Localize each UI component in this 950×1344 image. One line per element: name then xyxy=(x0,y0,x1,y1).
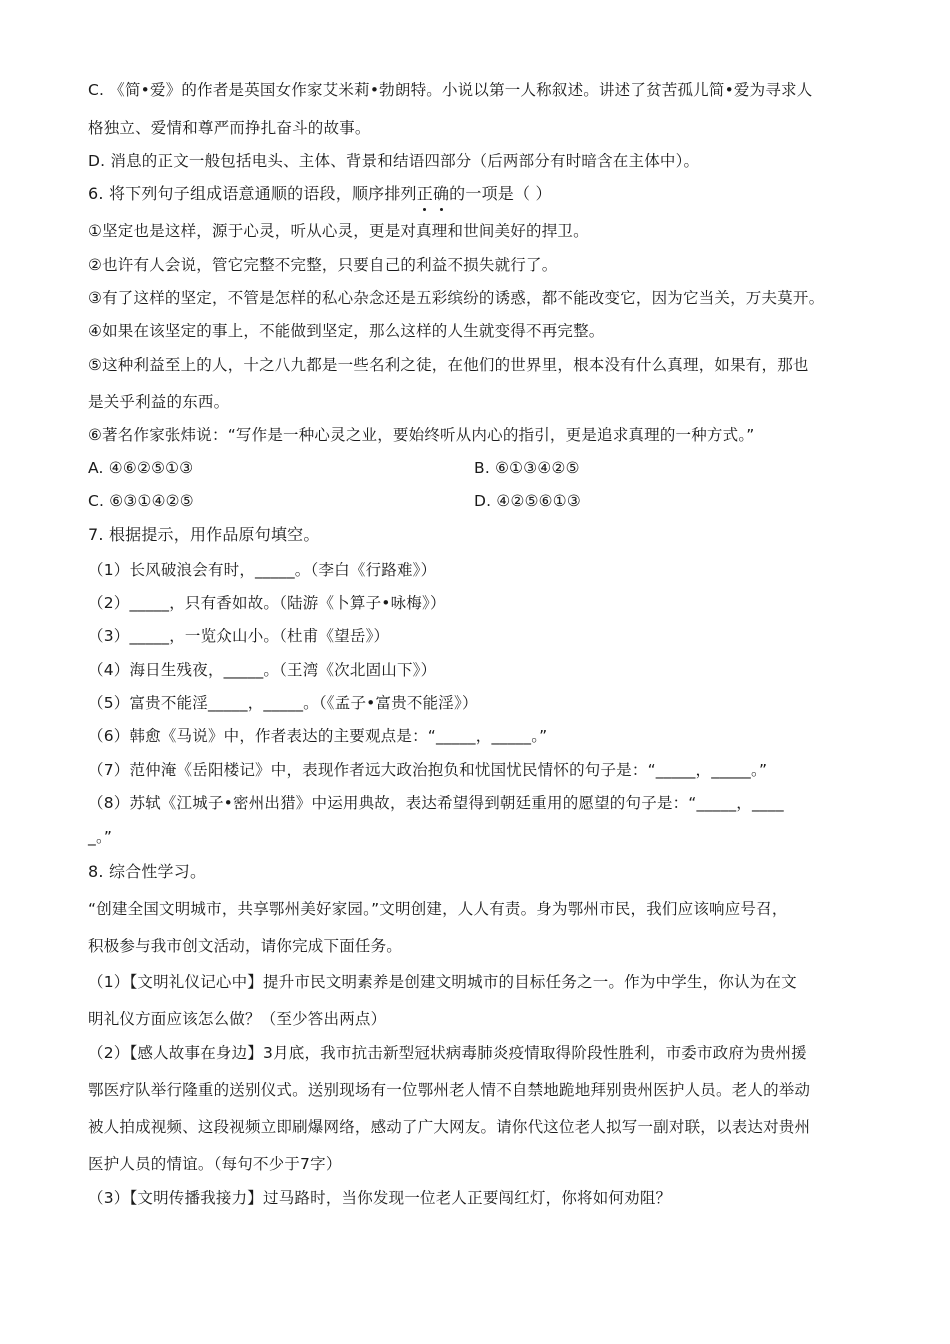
q6-sentence-3: ③有了这样的坚定，不管是怎样的私心杂念还是五彩缤纷的诱惑，都不能改变它，因为它当关，万夫莫开。 xyxy=(88,289,825,307)
q8-task-3: （3）【文明传播我接力】过马路时，当你发现一位老人正要闯红灯，你将如何劝阻？ xyxy=(88,1189,672,1207)
q7-item-5: （5）富贵不能淫_____，_____。（《孟子•富贵不能淫》） xyxy=(88,694,478,712)
q8-task-1-line2: 明礼仪方面应该怎么做？（至少答出两点） xyxy=(88,1010,387,1028)
q7-stem: 7. 根据提示，用作品原句填空。 xyxy=(88,525,320,544)
q7-item-3: （3）_____，一览众山小。（杜甫《望岳》） xyxy=(88,627,390,645)
q6-sentence-4: ④如果在该坚定的事上，不能做到坚定，那么这样的人生就变得不再完整。 xyxy=(88,322,605,340)
q7-item-7: （7）范仲淹《岳阳楼记》中，表现作者远大政治抱负和忧国忧民情怀的句子是：“_____，_____。” xyxy=(88,761,768,779)
q6-sentence-1: ①坚定也是这样，源于心灵，听从心灵，更是对真理和世间美好的捍卫。 xyxy=(88,222,589,240)
q6-sentence-2: ②也许有人会说，管它完整不完整，只要自己的利益不损失就行了。 xyxy=(88,256,558,274)
q8-stem: 8. 综合性学习。 xyxy=(88,862,207,881)
q5-option-c-line1: C. 《简•爱》的作者是英国女作家艾米莉•勃朗特。小说以第一人称叙述。讲述了贫苦孤儿简•爱为寻求人 xyxy=(88,81,813,99)
q6-stem-before: 6. 将下列句子组成语意通顺的语段，顺序排列 xyxy=(88,184,417,203)
q8-task-2-line1: （2）【感人故事在身边】3月底，我市抗击新型冠状病毒肺炎疫情取得阶段性胜利，市委市政府为贵州援 xyxy=(88,1044,807,1062)
q6-stem-after: 的一项是（ ） xyxy=(449,184,552,203)
q6-option-c: C. ⑥③①④②⑤ xyxy=(88,492,194,510)
q8-task-2-line3: 被人拍成视频、这段视频立即刷爆网络，感动了广大网友。请你代这位老人拟写一副对联，以表达对贵州 xyxy=(88,1118,811,1136)
q8-task-2-line2: 鄂医疗队举行隆重的送别仪式。送别现场有一位鄂州老人情不自禁地跪地拜别贵州医护人员。老人的举动 xyxy=(88,1081,811,1099)
q8-intro-line2: 积极参与我市创文活动，请你完成下面任务。 xyxy=(88,937,403,955)
q6-option-d: D. ④②⑤⑥①③ xyxy=(474,492,581,510)
q6-sentence-6: ⑥著名作家张炜说：“写作是一种心灵之业，要始终听从内心的指引，更是追求真理的一种方式。” xyxy=(88,426,755,444)
q6-sentence-5-line1: ⑤这种利益至上的人，十之八九都是一些名利之徒，在他们的世界里，根本没有什么真理，如果有，那也 xyxy=(88,356,809,374)
q7-item-8-line2: _。” xyxy=(88,828,113,846)
q6-stem-emphasis: 正确 xyxy=(417,183,449,205)
q7-item-2: （2）_____，只有香如故。（陆游《卜算子•咏梅》） xyxy=(88,594,446,612)
q7-item-6: （6）韩愈《马说》中，作者表达的主要观点是：“_____，_____。” xyxy=(88,727,548,745)
q7-item-1: （1）长风破浪会有时，_____。（李白《行路难》） xyxy=(88,561,437,579)
q7-item-8-line1: （8）苏轼《江城子•密州出猎》中运用典故，表达希望得到朝廷重用的愿望的句子是：“_____，____ xyxy=(88,794,784,812)
q7-item-4: （4）海日生残夜，_____。（王湾《次北固山下》） xyxy=(88,661,437,679)
q6-sentence-5-line2: 是关乎利益的东西。 xyxy=(88,393,230,411)
q6-option-b: B. ⑥①③④②⑤ xyxy=(474,459,580,477)
q6-option-a: A. ④⑥②⑤①③ xyxy=(88,459,194,477)
q5-option-d: D. 消息的正文一般包括电头、主体、背景和结语四部分（后两部分有时暗含在主体中）。 xyxy=(88,152,700,170)
q5-option-c-line2: 格独立、爱情和尊严而挣扎奋斗的故事。 xyxy=(88,119,371,137)
q8-task-2-line4: 医护人员的情谊。（每句不少于7字） xyxy=(88,1155,342,1173)
q6-stem xyxy=(88,183,552,205)
q8-intro-line1: “创建全国文明城市，共享鄂州美好家园。”文明创建，人人有责。身为鄂州市民，我们应该响应号召， xyxy=(88,900,788,918)
q8-task-1-line1: （1）【文明礼仪记心中】提升市民文明素养是创建文明城市的目标任务之一。作为中学生，你认为在文 xyxy=(88,973,797,991)
